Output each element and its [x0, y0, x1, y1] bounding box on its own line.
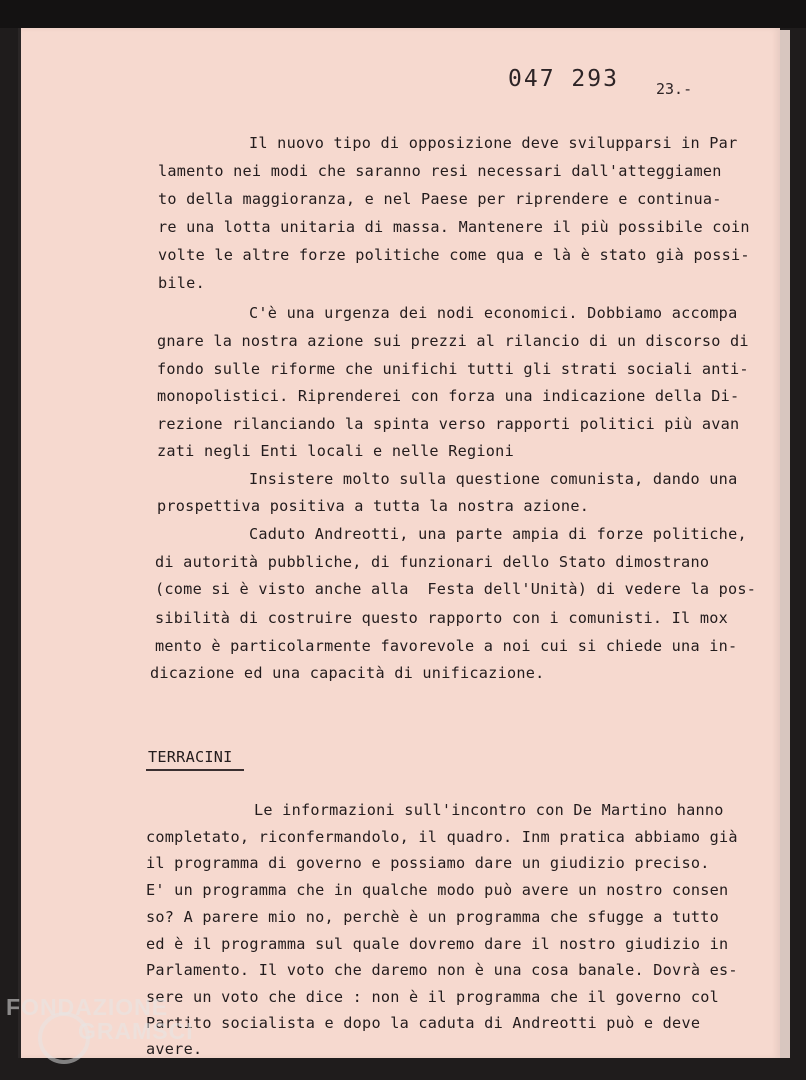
text-line: Partito socialista e dopo la caduta di Andreotti può e deve: [146, 1014, 701, 1032]
text-line: re una lotta unitaria di massa. Mantenere il più possibile coin: [158, 218, 750, 236]
scan-top-border: [0, 0, 806, 28]
text-line: ed è il programma sul quale dovremo dare il nostro giudizio in: [146, 935, 729, 953]
text-line: Caduto Andreotti, una parte ampia di forze politiche,: [249, 525, 747, 543]
text-line: E' un programma che in qualche modo può avere un nostro consen: [146, 881, 729, 899]
paper-edge: [780, 30, 790, 1058]
heading-underline: [146, 769, 244, 771]
section-heading: TERRACINI: [148, 748, 233, 766]
text-line: rezione rilanciando la spinta verso rapporti politici più avan: [157, 415, 740, 433]
text-line: mento è particolarmente favorevole a noi cui si chiede una in-: [155, 637, 738, 655]
text-line: gnare la nostra azione sui prezzi al rilancio di un discorso di: [157, 332, 749, 350]
text-line: dicazione ed una capacità di unificazione.: [150, 664, 545, 682]
text-line: completato, riconfermandolo, il quadro. Inm pratica abbiamo già: [146, 828, 738, 846]
text-line: sibilità di costruire questo rapporto con i comunisti. Il mox: [155, 609, 729, 627]
text-line: bile.: [158, 274, 205, 292]
text-line: so? A parere mio no, perchè è un programma che sfugge a tutto: [146, 908, 720, 926]
text-line: lamento nei modi che saranno resi necessari dall'atteggiamen: [158, 162, 722, 180]
archive-stamp-number: 047 293: [508, 66, 619, 92]
text-line: (come si è visto anche alla Festa dell'Unità) di vedere la pos-: [155, 580, 757, 598]
text-line: sere un voto che dice : non è il programma che il governo col: [146, 988, 720, 1006]
page-number: 23.-: [656, 80, 693, 98]
text-line: di autorità pubbliche, di funzionari dello Stato dimostrano: [155, 553, 710, 571]
text-line: Il nuovo tipo di opposizione deve svilupparsi in Par: [249, 134, 738, 152]
text-line: Insistere molto sulla questione comunista, dando una: [249, 470, 738, 488]
text-line: fondo sulle riforme che unifichi tutti gli strati sociali anti-: [157, 360, 749, 378]
watermark-text: GRAMSCI: [78, 1018, 194, 1044]
text-line: volte le altre forze politiche come qua e là è stato già possi-: [158, 246, 750, 264]
text-line: to della maggioranza, e nel Paese per riprendere e continua-: [158, 190, 722, 208]
text-line: Le informazioni sull'incontro con De Martino hanno: [254, 801, 724, 819]
watermark-text: FONDAZIONE: [6, 994, 169, 1020]
text-line: monopolistici. Riprenderei con forza una indicazione della Di-: [157, 387, 740, 405]
text-line: avere.: [146, 1040, 203, 1058]
text-line: il programma di governo e possiamo dare un giudizio preciso.: [146, 854, 710, 872]
document-page: [20, 28, 780, 1058]
text-line: C'è una urgenza dei nodi economici. Dobbiamo accompa: [249, 304, 738, 322]
text-line: prospettiva positiva a tutta la nostra azione.: [157, 497, 590, 515]
text-line: Parlamento. Il voto che daremo non è una cosa banale. Dovrà es-: [146, 961, 738, 979]
text-line: zati negli Enti locali e nelle Regioni: [157, 442, 514, 460]
binding-edge: [18, 28, 21, 1058]
